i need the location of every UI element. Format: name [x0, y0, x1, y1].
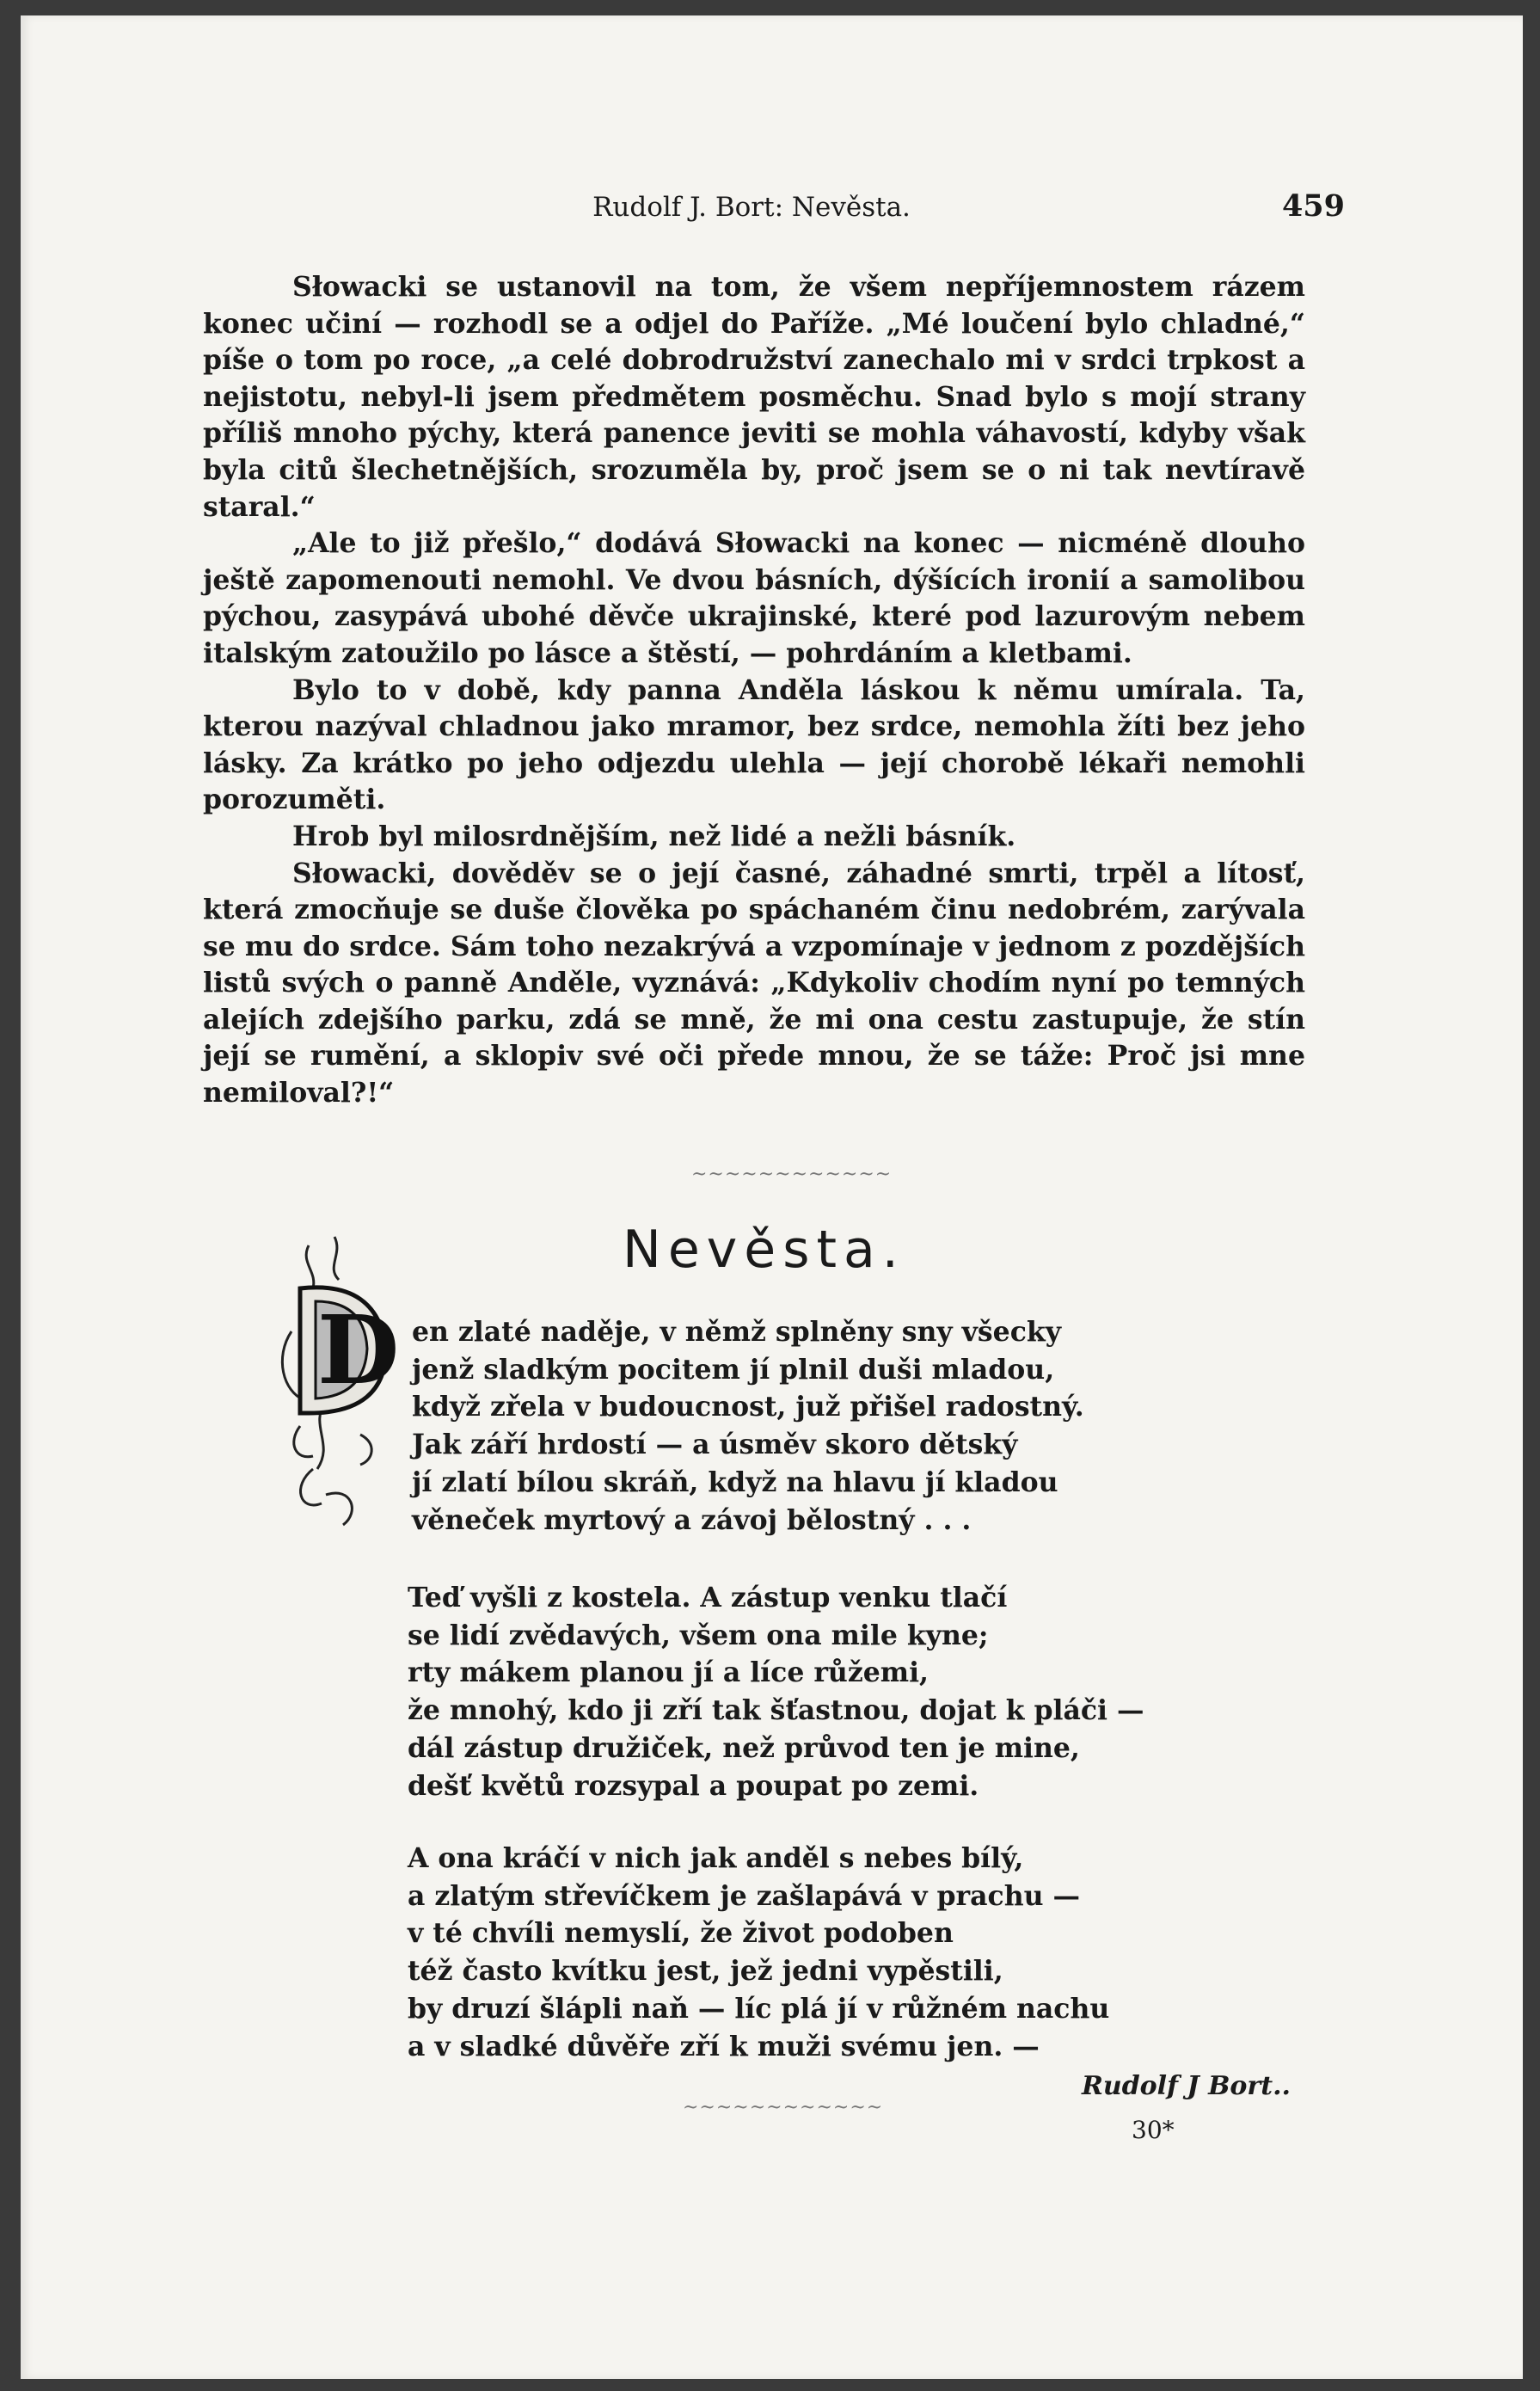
poem-stanza [408, 1840, 1267, 2065]
ornament-divider: ~~~~~~~~~~~~ [691, 1164, 893, 1185]
dropcap-letter: D [317, 1294, 400, 1405]
poem-line: a v sladké důvěře zří k muži svému jen. — [408, 2030, 1040, 2062]
poem-line: též často kvítku jest, jež jedni vypěstili, [408, 1955, 1003, 1988]
ornamental-dropcap [274, 1228, 403, 1546]
ornament-divider: ~~~~~~~~~~~~ [683, 2097, 884, 2118]
poem-line: Jak září hrdostí — a úsměv skoro dětský [412, 1429, 1018, 1461]
poem-title: Nevěsta. [623, 1220, 905, 1280]
book-page [21, 15, 1523, 2379]
paragraph: Słowacki, dověděv se o její časné, záhadné smrti, trpěl a lítosť, která zmocňuje se duše člověka po spáchaném činu nedobrém, zarývala se mu do srdce. Sám toho nezakrývá a vzpomínaje v jednom z pozdějších listů svých o panně Anděle, vyznává: „Kdykoliv chodím nyní po temných alejích zdejšího parku, zdá se mně, že mi ona cestu zastupuje, že stín její se rumění, a sklopiv své oči přede mnou, že se táže: Proč jsi mne nemiloval?!“ [203, 857, 1305, 1109]
poem-line: když zřela v budoucnost, juž přišel radostný. [412, 1391, 1084, 1423]
paragraph: Hrob byl milosrdnějším, než lidé a nežli básník. [292, 820, 1016, 852]
running-title: Rudolf J. Bort: Nevěsta. [592, 192, 911, 223]
poem-line: by druzí šlápli naň — líc plá jí v růžném nachu [408, 1992, 1110, 2025]
poem-line: rty mákem planou jí a líce růžemi, [408, 1656, 930, 1689]
poem-line: en zlaté naděje, v němž splněny sny všecky [412, 1316, 1062, 1348]
dropcap-flourish-icon [274, 1228, 403, 1546]
poem-line: jí zlatí bílou skráň, když na hlavu jí kladou [412, 1466, 1058, 1498]
poem-line: A ona kráčí v nich jak anděl s nebes bílý, [408, 1842, 1024, 1874]
poem-line: dešť květů rozsypal a poupat po zemi. [408, 1769, 979, 1802]
page-number: 459 [1281, 188, 1345, 224]
author-signature: Rudolf J Bort.. [1081, 2071, 1291, 2101]
poem-line: se lidí zvědavých, všem ona mile kyne; [408, 1619, 989, 1651]
poem-line: věneček myrtový a závoj bělostný . . . [412, 1503, 972, 1536]
paragraph: Słowacki se ustanovil na tom, že všem nepříjemnostem rázem konec učiní — rozhodl se a odjel do Paříže. „Mé loučení bylo chladné,“ píše o tom po roce, „a celé dobrodružství zanechalo mi v srdci trpkost a nejistotu, nebyl-li jsem předmětem posměchu. Snad bylo s mojí strany příliš mnoho pýchy, která panence jeviti se mohla váhavostí, kdyby však byla citů šlechetnějších, srozuměla by, proč jsem se o ni tak nevtíravě staral.“ [203, 271, 1305, 523]
poem-stanza [408, 1579, 1267, 1804]
poem-line: Teď vyšli z kostela. A zástup venku tlačí [408, 1582, 1008, 1613]
paragraph: Bylo to v době, kdy panna Anděla láskou k němu umírala. Ta, kterou nazýval chladnou jako mramor, bez srdce, nemohla žíti bez jeho lásky. Za krátko po jeho odjezdu ulehla — její chorobě lékaři nemohli porozuměti. [203, 673, 1305, 816]
paragraph: „Ale to již přešlo,“ dodává Słowacki na konec — nicméně dlouho ještě zapomenouti nemohl. Ve dvou básních, dýšících ironií a samolibou pýchou, zasypává ubohé děvče ukrajinské, které pod lazurovým nebem italským zatoužilo po lásce a štěstí, — pohrdáním a kletbami. [203, 527, 1305, 669]
poem-line: a zlatým střevíčkem je zašlapává v prachu — [408, 1879, 1081, 1912]
poem-stanza [412, 1313, 1272, 1539]
poem-line: dál zástup družiček, než průvod ten je mine, [408, 1731, 1080, 1764]
poem-line: jenž sladkým pocitem jí plnil duši mladou, [412, 1353, 1055, 1386]
sheet-signature-mark: 30* [1132, 2116, 1175, 2144]
running-header [158, 183, 1345, 235]
poem-line: že mnohý, kdo ji zří tak šťastnou, dojat k pláči — [408, 1694, 1144, 1727]
poem-line: v té chvíli nemyslí, že život podoben [408, 1917, 954, 1950]
prose-body [203, 269, 1305, 1112]
